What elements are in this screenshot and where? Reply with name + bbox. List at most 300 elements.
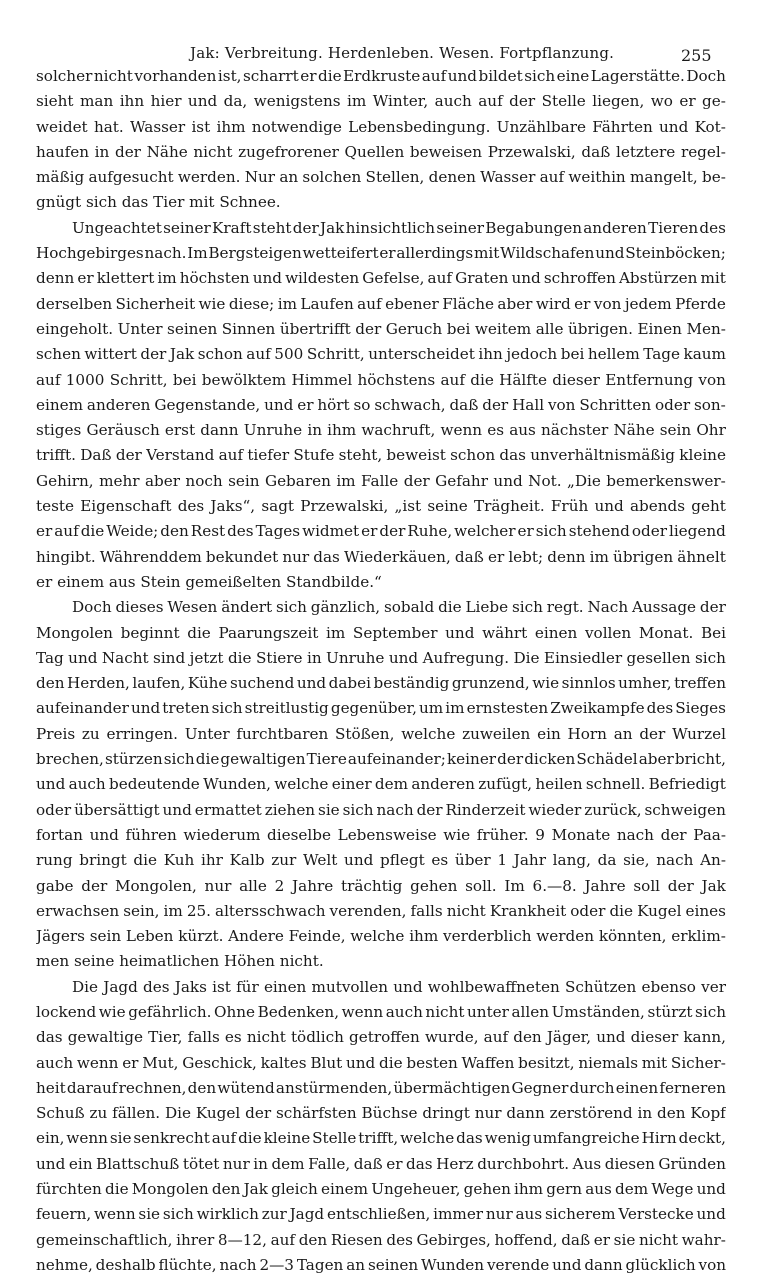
paragraph-3-line <box>36 671 726 696</box>
word: Gebaren <box>264 471 331 490</box>
word: dieser <box>630 1028 679 1047</box>
word: allerdings <box>396 244 474 263</box>
word: An- <box>700 851 726 870</box>
word: rechnen, <box>118 1078 187 1097</box>
word: allen <box>511 1002 550 1021</box>
word: ebener <box>385 294 439 313</box>
word: aber <box>497 294 533 313</box>
word: daß <box>353 1154 383 1173</box>
word: Aussage <box>631 598 697 617</box>
word: welche <box>350 927 405 946</box>
word: der <box>81 876 108 895</box>
word: sie <box>138 1205 161 1224</box>
paragraph-4-line <box>36 1253 726 1278</box>
paragraph-4-line <box>36 1202 726 1227</box>
word: stürzen <box>104 750 163 769</box>
word: Schritten <box>579 395 652 414</box>
word: wohlbewaffneten <box>427 977 560 996</box>
word: wildesten <box>285 269 360 288</box>
word: Stelle <box>312 1129 357 1148</box>
word: auf <box>440 370 465 389</box>
word: nach. <box>144 244 187 263</box>
word: solcher <box>36 67 93 85</box>
word: Hirn <box>641 1129 677 1148</box>
paragraph-3-line <box>36 823 726 848</box>
word: erst <box>164 421 196 440</box>
word: Rest <box>190 522 226 541</box>
word: schwach, <box>374 395 446 414</box>
word: er <box>487 547 505 566</box>
word: alle <box>239 876 267 895</box>
word: Begabungen <box>485 218 582 237</box>
word: weitem <box>474 319 532 338</box>
word: Kraft <box>212 218 252 237</box>
paragraph-4-line <box>36 1051 726 1076</box>
paragraph-3-line <box>36 899 726 924</box>
word: nur <box>222 1154 250 1173</box>
word: nur <box>485 1205 513 1224</box>
word: sein <box>89 927 122 946</box>
word: Hochgebirges <box>36 244 144 263</box>
word: wo <box>650 92 673 111</box>
word: alle <box>535 319 564 338</box>
word: dringt <box>422 1104 470 1123</box>
word: welcher <box>454 522 516 541</box>
word: durchbohrt. <box>477 1154 570 1173</box>
word: treten <box>162 699 210 718</box>
word: der <box>114 142 141 161</box>
paragraph-3-line <box>36 621 726 646</box>
word: Ruhe, <box>407 522 453 541</box>
word: und <box>696 1180 726 1199</box>
word: er <box>36 522 53 541</box>
word: der <box>667 876 694 895</box>
word: dieser <box>552 370 600 389</box>
paragraph-3-line <box>36 646 726 671</box>
word: der <box>115 446 142 465</box>
word: kleine <box>679 446 726 465</box>
word: noch <box>185 471 223 490</box>
word: jedem <box>624 294 672 313</box>
word: Tagen <box>296 1255 344 1274</box>
word: zur <box>271 851 297 870</box>
word: trifft. <box>36 446 76 465</box>
word: sich <box>695 1002 726 1021</box>
word: ändert <box>221 598 273 617</box>
paragraph-2-line <box>36 494 726 519</box>
word: senkrecht <box>133 1129 210 1148</box>
word: stehend <box>568 522 630 541</box>
word: auf <box>421 67 447 85</box>
paragraph-4-line <box>36 1000 726 1025</box>
word: des <box>177 497 205 516</box>
paragraph-3-line <box>36 722 726 747</box>
word: und <box>345 1053 376 1072</box>
word: Paarungszeit <box>218 623 319 642</box>
word: Gegenstande, <box>154 395 261 414</box>
word: daß <box>449 395 479 414</box>
word: wittert <box>84 345 137 364</box>
word: Himmel <box>291 370 353 389</box>
word: auf <box>478 92 503 111</box>
paragraph-3-line <box>36 924 726 949</box>
word: Ohne <box>214 1002 256 1021</box>
word: Bei <box>700 623 726 642</box>
word: gleich <box>271 1180 318 1199</box>
word: übrigen. <box>567 319 633 338</box>
word: Leben <box>125 927 174 946</box>
word: furchtbaren <box>236 724 329 743</box>
word: in <box>306 648 322 667</box>
word: wirklich <box>196 1205 259 1224</box>
word: schon <box>450 446 496 465</box>
word: Abstürzen <box>618 269 698 288</box>
word: ähnelt <box>677 547 726 566</box>
word: Stufe <box>293 446 335 465</box>
word: in <box>637 1104 653 1123</box>
word: nehme, <box>36 1255 93 1274</box>
word: erklim- <box>671 927 726 946</box>
word: sein <box>228 471 260 490</box>
word: auch <box>434 92 472 111</box>
word: die <box>133 851 157 870</box>
word: deckt, <box>678 1129 726 1148</box>
word: Blattschuß <box>96 1154 180 1173</box>
word: des <box>646 699 674 718</box>
word: nur <box>282 547 310 566</box>
paragraph-2-line <box>36 216 726 241</box>
word: das <box>36 1028 63 1047</box>
word: ein, <box>36 1129 65 1148</box>
word: Liebe <box>465 598 509 617</box>
word: zu <box>81 724 100 743</box>
word: und <box>264 395 294 414</box>
word: sie <box>318 800 340 819</box>
word: Sicherheit <box>115 294 196 313</box>
word: gemeinschaftlich, <box>36 1230 173 1249</box>
word: Kopf <box>690 1104 726 1123</box>
word: Stößen, <box>335 724 395 743</box>
word: Doch <box>686 67 726 85</box>
word: Bergsteigen <box>208 244 302 263</box>
word: aufeinander <box>36 699 129 718</box>
word: unter <box>467 1002 509 1021</box>
word: die <box>195 750 220 769</box>
word: den <box>513 1028 542 1047</box>
line-text: men seine heimatlichen Höhen nicht. <box>36 952 324 971</box>
word: sich <box>211 699 243 718</box>
word: stürzt <box>647 1002 693 1021</box>
word: Paa- <box>693 825 726 844</box>
word: und <box>493 471 523 490</box>
paragraph-2-line <box>36 393 726 418</box>
word: immer <box>433 1205 484 1224</box>
paragraph-1-line <box>36 115 726 140</box>
word: oder <box>36 800 72 819</box>
word: kaltes <box>260 1053 307 1072</box>
word: der <box>292 218 319 237</box>
word: eines <box>685 901 726 920</box>
word: ver <box>701 977 726 996</box>
word: sich <box>342 800 374 819</box>
word: Tage <box>643 345 680 364</box>
word: regt. <box>546 598 584 617</box>
word: Mongolen, <box>114 876 197 895</box>
word: letztere <box>615 142 676 161</box>
word: über <box>454 851 491 870</box>
word: ist, <box>217 67 242 85</box>
word: und <box>393 977 423 996</box>
word: Przewalski, <box>487 142 576 161</box>
word: dann <box>506 1104 545 1123</box>
word: vorhanden <box>134 67 217 85</box>
word: denn <box>547 547 586 566</box>
word: zur <box>261 1205 287 1224</box>
word: ihrer <box>176 1230 215 1249</box>
word: beweist <box>386 446 446 465</box>
paragraph-2-line <box>36 292 726 317</box>
word: Laufen <box>300 294 354 313</box>
word: und <box>447 67 477 85</box>
word: verenden, <box>329 901 407 920</box>
word: und <box>130 699 161 718</box>
word: Kühe <box>187 674 228 693</box>
word: dem <box>271 1154 305 1173</box>
word: Nach <box>587 598 629 617</box>
running-head: Jak: Verbreitung. Herdenleben. Wesen. Fortpflanzung. <box>190 44 615 62</box>
word: sich <box>162 1205 194 1224</box>
word: der <box>660 825 687 844</box>
word: Eigenschaft <box>80 497 172 516</box>
word: und <box>596 1028 626 1047</box>
word: an <box>279 168 299 187</box>
word: Sicher- <box>670 1053 726 1072</box>
word: Jak <box>169 345 195 364</box>
word: Kalb <box>229 851 265 870</box>
word: und <box>445 623 475 642</box>
word: dieselbe <box>267 825 331 844</box>
word: des <box>227 522 254 541</box>
word: flüchte, <box>158 1255 217 1274</box>
word: höchstens <box>357 370 436 389</box>
paragraph-2-line <box>36 418 726 443</box>
word: mit <box>700 269 726 288</box>
word: Preis <box>36 724 76 743</box>
word: Herden, <box>67 674 130 693</box>
word: bei <box>446 319 471 338</box>
word: kann, <box>683 1028 726 1047</box>
word: und <box>252 269 282 288</box>
word: er <box>593 1230 611 1249</box>
word: in <box>253 1154 268 1173</box>
word: Im <box>187 244 208 263</box>
paragraph-1-line <box>36 190 726 215</box>
word: ihm <box>409 927 439 946</box>
word: Zweikampfe <box>550 699 645 718</box>
word: kaum <box>683 345 726 364</box>
word: daß <box>581 142 611 161</box>
word: sich <box>535 522 567 541</box>
word: dabei <box>328 674 372 693</box>
word: wahr- <box>681 1230 726 1249</box>
word: er <box>300 67 317 85</box>
word: im <box>336 471 356 490</box>
word: im <box>589 547 609 566</box>
word: er <box>361 522 378 541</box>
word: das <box>456 1129 483 1148</box>
word: ernstesten <box>466 699 549 718</box>
word: Welt <box>303 851 338 870</box>
word: falls <box>410 901 443 920</box>
word: es <box>431 851 449 870</box>
word: den <box>298 1230 328 1249</box>
word: gegenüber, <box>330 699 417 718</box>
word: da <box>597 851 617 870</box>
word: auf <box>270 1230 296 1249</box>
word: dieses <box>115 598 164 617</box>
word: ist <box>212 977 231 996</box>
word: des <box>386 1230 413 1249</box>
word: daß <box>454 547 484 566</box>
word: werden <box>536 927 595 946</box>
word: wieder <box>528 800 582 819</box>
word: „Die <box>566 471 601 490</box>
word: Schritt, <box>306 345 365 364</box>
word: wie <box>98 1002 126 1021</box>
word: und <box>511 269 541 288</box>
word: ihr <box>200 851 223 870</box>
word: auf <box>483 1028 509 1047</box>
word: Die <box>513 648 540 667</box>
word: er <box>297 395 314 414</box>
word: mangelt, <box>629 168 698 187</box>
word: anderen <box>86 395 151 414</box>
paragraph-1-line <box>36 140 726 165</box>
word: wenn <box>341 1002 384 1021</box>
word: Entfernung <box>605 370 694 389</box>
word: und <box>388 648 419 667</box>
word: Gefahr <box>435 471 488 490</box>
word: Herz <box>436 1154 474 1173</box>
word: trifft, <box>358 1129 399 1148</box>
word: Aufregung. <box>422 648 510 667</box>
paragraph-1-line <box>36 89 726 114</box>
word: welche <box>400 1129 455 1148</box>
word: der <box>482 395 509 414</box>
word: übertrifft <box>279 319 351 338</box>
word: Kugel <box>195 1104 241 1123</box>
word: hingibt. <box>36 547 96 566</box>
line-text: er einem aus Stein gemeißelten Standbilde.“ <box>36 572 382 591</box>
word: zuweilen <box>462 724 531 743</box>
word: unverhältnismäßig <box>530 446 676 465</box>
paragraph-3-line <box>36 772 726 797</box>
word: Im <box>504 876 525 895</box>
word: Gebirges, <box>416 1230 491 1249</box>
word: seinen <box>367 1255 419 1274</box>
word: seinen <box>167 319 218 338</box>
word: sein <box>659 421 692 440</box>
word: auf <box>36 370 61 389</box>
word: auch <box>385 1002 423 1021</box>
word: Tages <box>255 522 301 541</box>
word: wie <box>198 294 226 313</box>
word: Unter <box>184 724 230 743</box>
word: früher. <box>476 825 529 844</box>
word: heit <box>36 1078 66 1097</box>
word: 25. <box>186 901 211 920</box>
word: und <box>68 648 98 667</box>
word: Unruhe <box>243 421 303 440</box>
word: auch <box>68 775 106 794</box>
paragraph-3-line <box>36 949 726 974</box>
word: um <box>419 699 444 718</box>
word: Kuh <box>163 851 195 870</box>
word: umfangreiche <box>532 1129 640 1148</box>
word: nicht <box>425 1002 465 1021</box>
word: er <box>77 269 94 288</box>
word: Tiere <box>306 750 347 769</box>
word: zerstörend <box>549 1104 633 1123</box>
word: sicherem <box>544 1205 616 1224</box>
word: Fläche <box>442 294 494 313</box>
word: 8—12, <box>217 1230 267 1249</box>
word: son- <box>693 395 726 414</box>
word: Wildschafen <box>500 244 595 263</box>
word: kürzt. <box>178 927 224 946</box>
word: könnten, <box>598 927 667 946</box>
word: ist <box>191 117 211 136</box>
word: sich <box>163 750 195 769</box>
word: Schädel <box>576 750 638 769</box>
word: September <box>352 623 438 642</box>
word: und <box>187 92 218 111</box>
word: schärfsten <box>275 1104 357 1123</box>
word: aber <box>144 471 180 490</box>
word: Jahr <box>513 851 546 870</box>
word: hört <box>317 395 350 414</box>
word: ihn <box>119 92 145 111</box>
word: Geruch <box>385 319 443 338</box>
word: er <box>122 1053 139 1072</box>
word: den <box>36 674 65 693</box>
word: entschließen, <box>326 1205 431 1224</box>
word: wenn <box>440 421 483 440</box>
paragraph-2-line <box>36 519 726 544</box>
word: und <box>162 800 192 819</box>
word: seiner <box>163 218 211 237</box>
word: denn <box>36 269 75 288</box>
word: Stelle <box>541 92 586 111</box>
word: liegen, <box>592 92 645 111</box>
word: Jäger, <box>546 1028 592 1047</box>
word: übrigen <box>613 547 674 566</box>
word: sein, <box>123 901 160 920</box>
word: Nähe <box>613 421 655 440</box>
word: die <box>317 67 342 85</box>
paragraph-4-line <box>36 1152 726 1177</box>
word: er <box>386 1154 403 1173</box>
word: tiefer <box>247 446 290 465</box>
word: steht <box>252 218 292 237</box>
word: sie, <box>623 851 650 870</box>
word: diese; <box>228 294 275 313</box>
word: Erdkruste <box>343 67 421 85</box>
word: Sieges <box>675 699 726 718</box>
word: Krankheit <box>489 901 567 920</box>
word: aus <box>515 1205 543 1224</box>
word: sie <box>109 1129 132 1148</box>
